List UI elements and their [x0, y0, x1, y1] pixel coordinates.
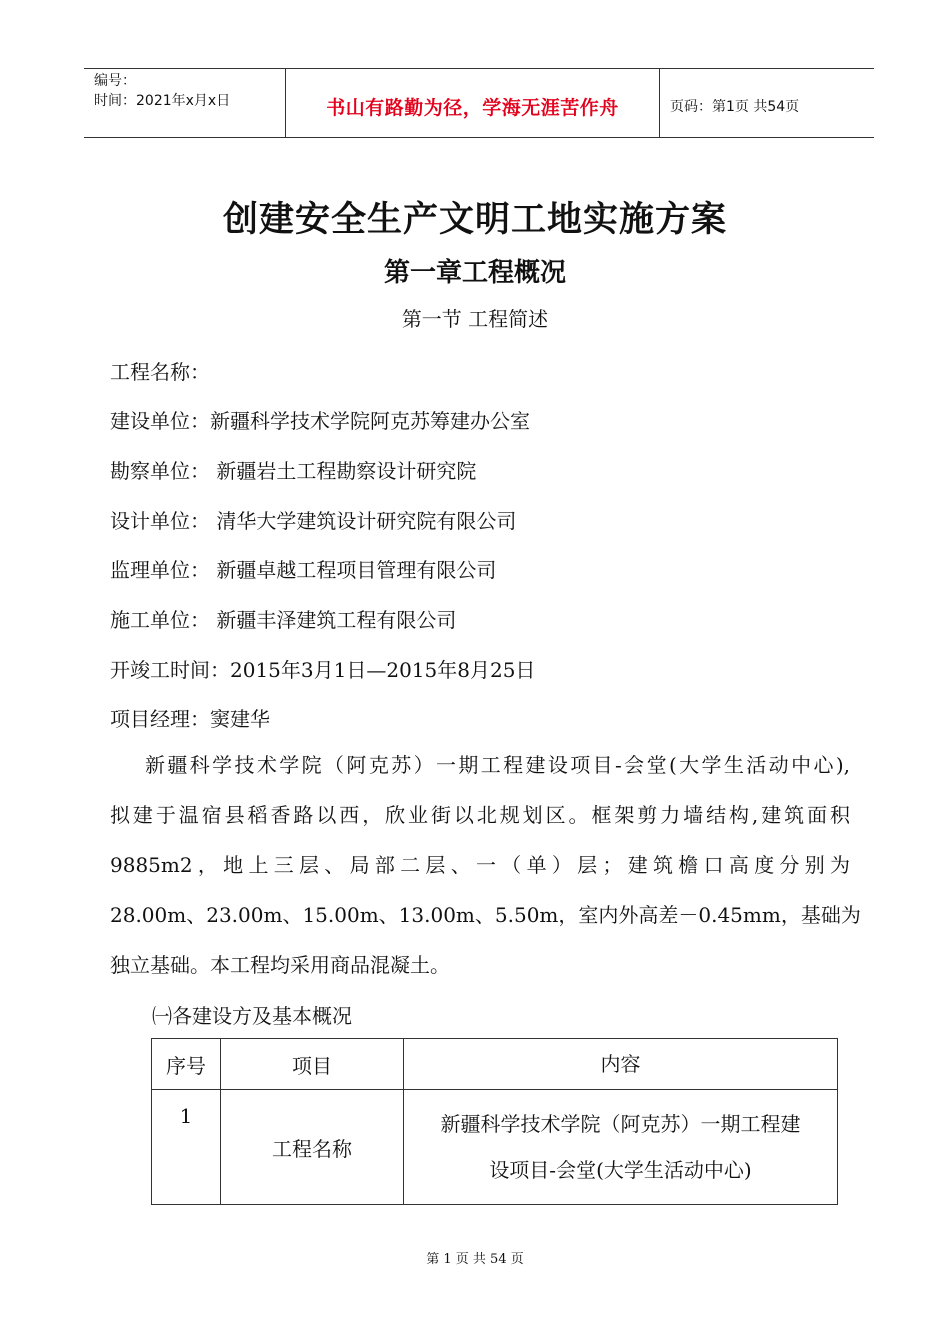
table-cell-item: 工程名称	[221, 1090, 404, 1205]
table-header-row	[152, 1039, 838, 1090]
table-header-cell: 项目	[221, 1039, 404, 1090]
overview-table	[151, 1038, 838, 1205]
info-schedule: 开竣工时间：2015年3月1日—2015年8月25日	[110, 658, 536, 682]
info-owner: 建设单位：新疆科学技术学院阿克苏筹建办公室	[110, 409, 530, 433]
paragraph-line: 28.00m、23.00m、15.00m、13.00m、5.50m，室内外高差－0.45mm，基础为	[110, 903, 861, 927]
page-header	[84, 68, 874, 138]
table-header-cell: 内容	[404, 1039, 838, 1090]
table-cell-no: 1	[152, 1090, 221, 1205]
header-motto: 书山有路勤为径，学海无涯苦作舟	[286, 69, 660, 137]
header-meta	[84, 69, 286, 137]
table-header-cell: 序号	[152, 1039, 221, 1090]
content-line: 设项目-会堂(大学生活动中心)	[489, 1158, 752, 1182]
chapter-heading: 第一章工程概况	[383, 258, 566, 288]
document-title: 创建安全生产文明工地实施方案	[222, 200, 727, 240]
info-project-name: 工程名称：	[110, 360, 210, 384]
paragraph-line: 新疆科学技术学院（阿克苏）一期工程建设项目-会堂(大学生活动中心),	[110, 753, 850, 777]
content-line: 新疆科学技术学院（阿克苏）一期工程建	[440, 1112, 801, 1136]
info-survey: 勘察单位： 新疆岩土工程勘察设计研究院	[110, 459, 477, 483]
header-time-label: 时间：2021年x月x日	[94, 93, 231, 109]
info-construction: 施工单位： 新疆丰泽建筑工程有限公司	[110, 608, 457, 632]
table-row	[152, 1090, 838, 1205]
paragraph-line: 9885m2，地上三层、局部二层、一（单）层；建筑檐口高度分别为	[110, 853, 850, 877]
info-supervision: 监理单位： 新疆卓越工程项目管理有限公司	[110, 558, 497, 582]
header-page-label: 页码：第1页 共54页	[670, 99, 800, 115]
page-footer: 第 1 页 共 54 页	[426, 1252, 524, 1267]
table-cell-content	[404, 1090, 838, 1205]
info-manager: 项目经理：窦建华	[110, 707, 270, 731]
subsection-heading: ㈠各建设方及基本概况	[152, 1004, 352, 1028]
paragraph-line: 独立基础。本工程均采用商品混凝土。	[110, 953, 450, 977]
header-number-label: 编号：	[94, 73, 136, 89]
project-description	[110, 740, 861, 990]
paragraph-line: 拟建于温宿县稻香路以西，欣业街以北规划区。框架剪力墙结构,建筑面积	[110, 803, 850, 827]
info-design: 设计单位： 清华大学建筑设计研究院有限公司	[110, 509, 517, 533]
section-heading: 第一节 工程简述	[401, 307, 549, 331]
